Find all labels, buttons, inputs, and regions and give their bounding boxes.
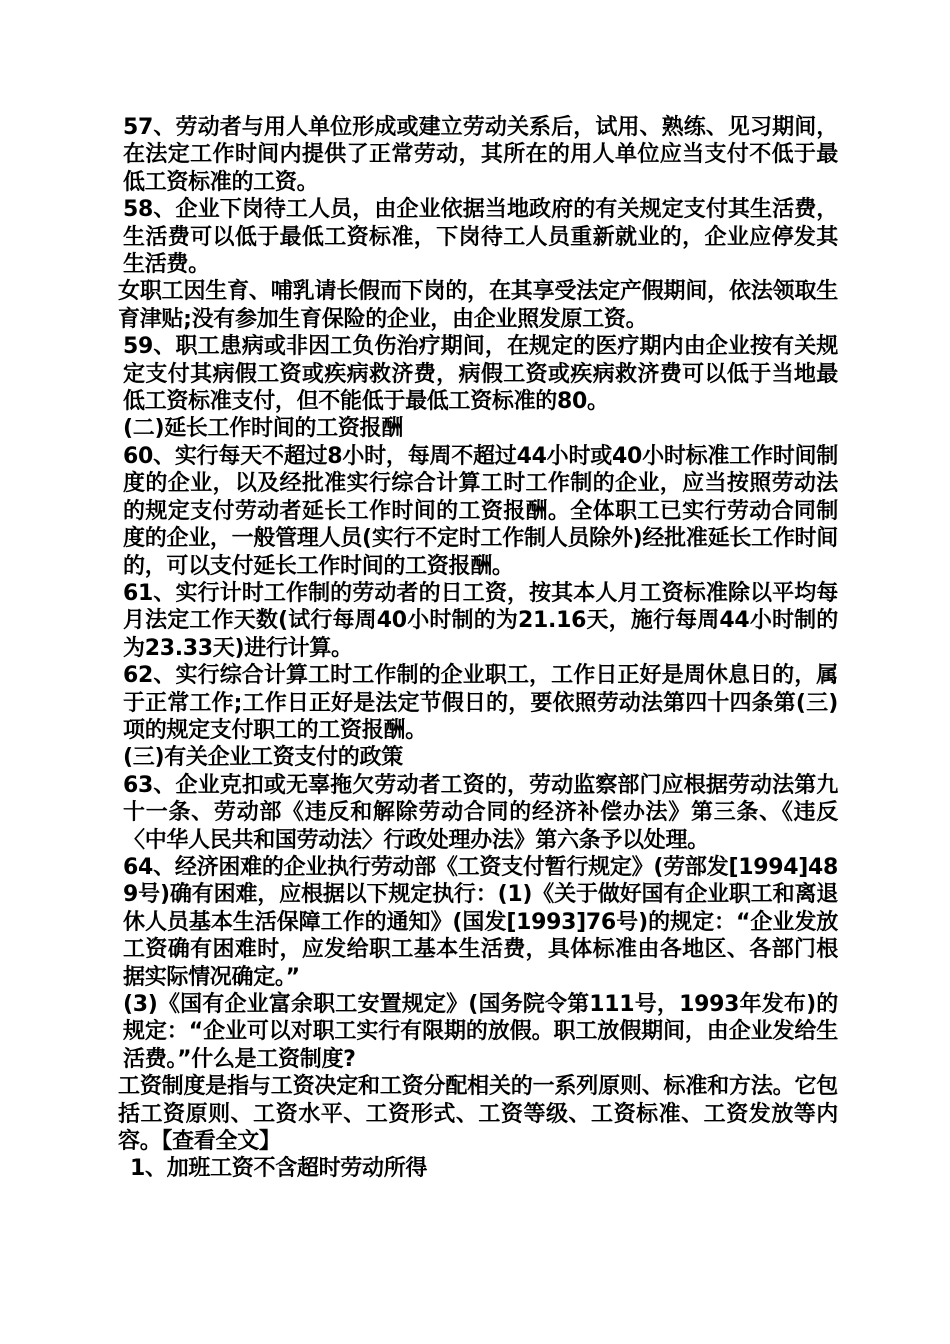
paragraph-p60: 60、实行每天不超过8小时，每周不超过44小时或40小时标准工作时间制度的企业，以及经批准实行综合计算工时工作制的企业，应当按照劳动法的规定支付劳动者延长工作时间的工资报酬。全体职工已实行劳动合同制度的企业，一般管理人员(实行不定时工作制人员除外)经批准延长工作时间的，可以支付延长工作时间的工资报酬。	[123, 443, 838, 579]
paragraph-p57: 57、劳动者与用人单位形成或建立劳动关系后，试用、熟练、见习期间，在法定工作时间内提供了正常劳动，其所在的用人单位应当支付不低于最低工资标准的工资。	[123, 115, 838, 195]
paragraph-h3: (三)有关企业工资支付的政策	[123, 745, 403, 771]
paragraph-p63: 63、企业克扣或无辜拖欠劳动者工资的，劳动监察部门应根据劳动法第九十一条、劳动部《违反和解除劳动合同的经济补偿办法》第三条、《违反〈中华人民共和国劳动法〉行政处理办法》第六条予以处理。	[123, 772, 838, 853]
paragraph-p64: 64、经济困难的企业执行劳动部《工资支付暂行规定》(劳部发[1994]489号)确有困难，应根据以下规定执行：(1)《关于做好国有企业职工和离退休人员基本生活保障工作的通知》(国发[1993]76号)的规定：“企业发放工资确有困难时，应发给职工基本生活费，具体标准由各地区、各部门根据实际情况确定。”	[123, 854, 838, 990]
document-page	[118, 114, 838, 1183]
paragraph-p58b: 女职工因生育、哺乳请长假而下岗的，在其享受法定产假期间，依法领取生育津贴;没有参加生育保险的企业，由企业照发原工资。	[118, 279, 838, 332]
paragraph-p59: 59、职工患病或非因工负伤治疗期间，在规定的医疗期内由企业按有关规定支付其病假工资或疾病救济费，病假工资或疾病救济费可以低于当地最低工资标准支付，但不能低于最低工资标准的80。	[123, 334, 838, 415]
paragraph-p61: 61、实行计时工作制的劳动者的日工资，按其本人月工资标准除以平均每月法定工作天数(试行每周40小时制的为21.16天，施行每周44小时制的为23.33天)进行计算。	[123, 580, 838, 661]
paragraph-h2: (二)延长工作时间的工资报酬	[123, 416, 403, 442]
paragraph-p65: 工资制度是指与工资决定和工资分配相关的一系列原则、标准和方法。它包括工资原则、工资水平、工资形式、工资等级、工资标准、工资发放等内容。【查看全文】	[118, 1074, 838, 1155]
paragraph-p64b: (3)《国有企业富余职工安置规定》(国务院令第111号，1993年发布)的规定：“企业可以对职工实行有限期的放假。职工放假期间，由企业发给生活费。”什么是工资制度?	[123, 992, 838, 1072]
paragraph-p62: 62、实行综合计算工时工作制的企业职工，工作日正好是周休息日的，属于正常工作;工作日正好是法定节假日的，要依照劳动法第四十四条第(三)项的规定支付职工的工资报酬。	[123, 663, 838, 743]
paragraph-p66: 1、加班工资不含超时劳动所得	[130, 1156, 428, 1182]
paragraph-p58: 58、企业下岗待工人员，由企业依据当地政府的有关规定支付其生活费，生活费可以低于最低工资标准，下岗待工人员重新就业的，企业应停发其生活费。	[123, 197, 838, 278]
